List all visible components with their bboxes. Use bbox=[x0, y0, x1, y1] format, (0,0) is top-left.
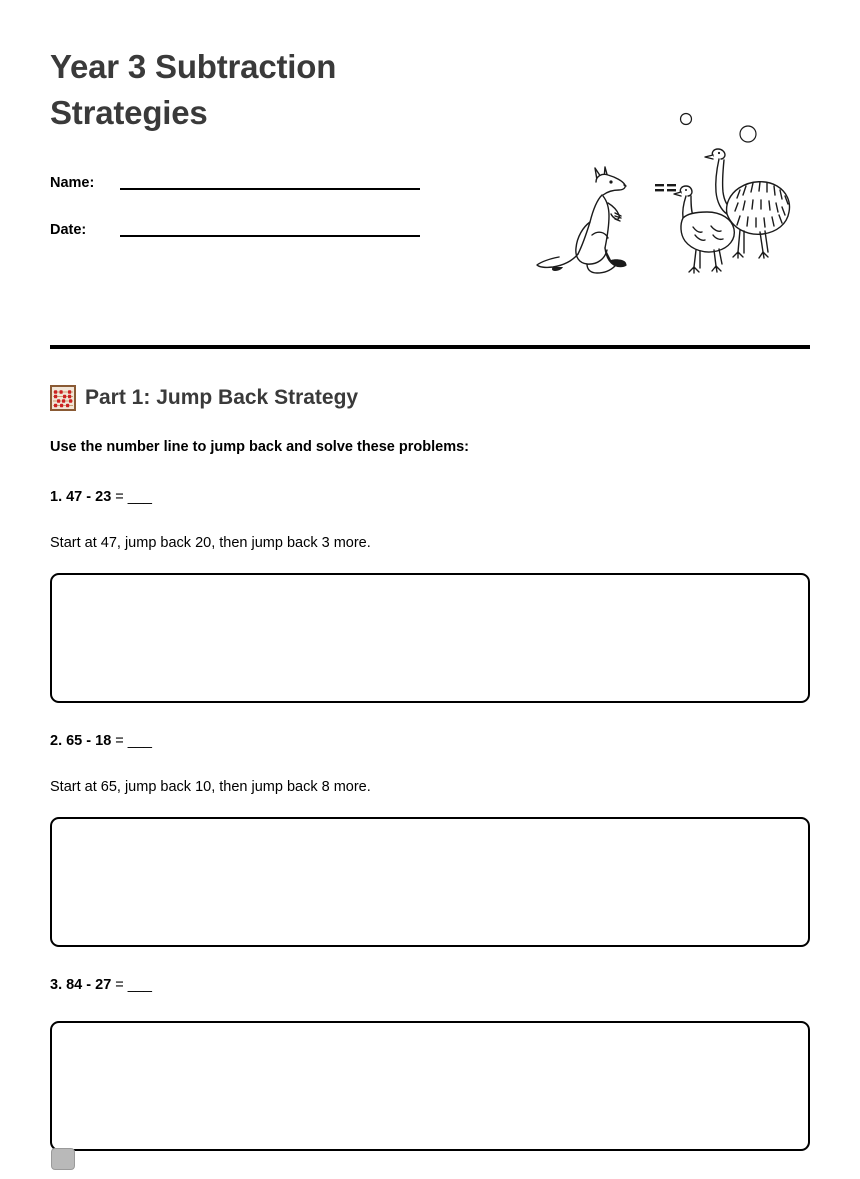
problem-2-answer-blank[interactable]: = ___ bbox=[115, 733, 152, 749]
problem-1-work-box[interactable] bbox=[50, 573, 810, 703]
part1-instructions: Use the number line to jump back and solve these problems: bbox=[50, 439, 469, 455]
problem-1 bbox=[50, 487, 810, 703]
problem-1-answer-blank[interactable]: = ___ bbox=[115, 489, 152, 505]
equals-symbol bbox=[655, 184, 676, 191]
abacus-icon bbox=[50, 385, 76, 411]
section-divider bbox=[50, 345, 810, 349]
part1-title: Part 1: Jump Back Strategy bbox=[85, 386, 359, 409]
problem-3-answer-blank[interactable]: = ___ bbox=[115, 977, 152, 993]
problem-2-line bbox=[50, 731, 810, 751]
problem-3-expression: 3. 84 - 27 bbox=[50, 977, 112, 993]
name-field-row bbox=[50, 166, 430, 192]
small-circle-icon bbox=[681, 114, 692, 125]
date-input-line[interactable] bbox=[120, 235, 420, 237]
problem-2-work-box[interactable] bbox=[50, 817, 810, 947]
problem-3 bbox=[50, 975, 810, 1151]
problem-3-line bbox=[50, 975, 810, 995]
large-circle-icon bbox=[740, 126, 756, 142]
kangaroo-icon bbox=[537, 167, 626, 273]
kangaroo-emus-illustration bbox=[535, 100, 825, 280]
problem-1-line bbox=[50, 487, 810, 507]
date-field-row bbox=[50, 213, 430, 239]
problem-1-expression: 1. 47 - 23 bbox=[50, 489, 112, 505]
page-title: Year 3 Subtraction Strategies bbox=[50, 48, 337, 131]
name-input-line[interactable] bbox=[120, 188, 420, 190]
worksheet-body bbox=[50, 385, 810, 1179]
problem-2-hint: Start at 65, jump back 10, then jump back 8 more. bbox=[50, 779, 371, 795]
problem-1-hint: Start at 47, jump back 20, then jump back 3 more. bbox=[50, 535, 371, 551]
problem-2-expression: 2. 65 - 18 bbox=[50, 733, 112, 749]
name-label: Name: bbox=[50, 175, 95, 191]
student-info-block bbox=[50, 166, 430, 239]
date-label: Date: bbox=[50, 222, 87, 238]
part1-heading bbox=[50, 385, 810, 411]
problem-2 bbox=[50, 731, 810, 947]
next-section-icon-shape bbox=[51, 1148, 75, 1170]
next-section-icon-partial bbox=[51, 1148, 77, 1174]
problem-3-work-box[interactable] bbox=[50, 1021, 810, 1151]
